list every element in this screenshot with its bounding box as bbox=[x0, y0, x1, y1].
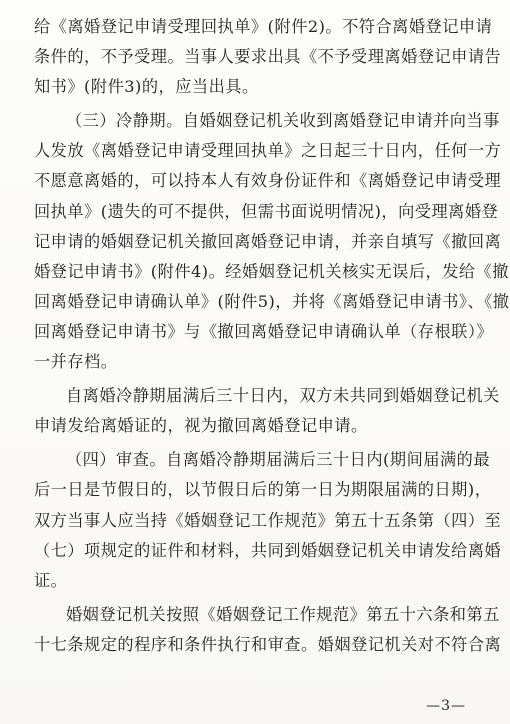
text-line: 回执单》(遗失的可不提供，但需书面说明情况)，向受理离婚登 bbox=[34, 201, 499, 221]
text-line: 知书》(附件3)的，应当出具。 bbox=[34, 77, 259, 97]
text-line: （七）项规定的证件和材料，共同到婚姻登记机关申请发给离婚 bbox=[34, 540, 502, 560]
text-line: 条件的，不予受理。当事人要求出具《不予受理离婚登记申请告 bbox=[34, 47, 502, 67]
text-line: 回离婚登记申请书》与《撤回离婚登记申请确认单（存根联）》 bbox=[34, 321, 494, 341]
text-line: 自离婚冷静期届满后三十日内，双方未共同到婚姻登记机关 bbox=[66, 386, 500, 406]
text-line: （三）冷静期。自婚姻登记机关收到离婚登记申请并向当事 bbox=[66, 111, 500, 131]
text-line: 不愿意离婚的，可以持本人有效身份证件和《离婚登记申请受理 bbox=[34, 171, 502, 191]
text-line: 给《离婚登记申请受理回执单》(附件2)。不符合离婚登记申请 bbox=[34, 17, 493, 36]
text-line: （四）审查。自离婚冷静期届满后三十日内(期间届满的最 bbox=[66, 450, 491, 470]
document-body bbox=[34, 12, 510, 660]
text-line: 婚姻登记机关按照《婚姻登记工作规范》第五十六条和第五 bbox=[66, 604, 500, 624]
page-number: —3— bbox=[426, 698, 466, 714]
text-line: 十七条规定的程序和条件执行和审查。婚姻登记机关对不符合离 bbox=[34, 634, 502, 654]
text-line: 双方当事人应当持《婚姻登记工作规范》第五十五条第（四）至 bbox=[34, 510, 502, 530]
text-line: 后一日是节假日的，以节假日后的第一日为期限届满的日期)， bbox=[34, 480, 492, 500]
text-line: 回离婚登记申请确认单》(附件5)，并将《离婚登记申请书》、《撤 bbox=[34, 291, 510, 311]
text-line: 申请发给离婚证的，视为撤回离婚登记申请。 bbox=[34, 416, 368, 436]
text-line: 证。 bbox=[34, 570, 68, 590]
text-line: 一并存档。 bbox=[34, 352, 118, 372]
text-line: 婚登记申请书》(附件4)。经婚姻登记机关核实无误后，发给《撤 bbox=[34, 261, 509, 281]
text-line: 人发放《离婚登记申请受理回执单》之日起三十日内，任何一方 bbox=[34, 141, 502, 161]
text-line: 记申请的婚姻登记机关撤回离婚登记申请，并亲自填写《撤回离 bbox=[34, 231, 502, 251]
